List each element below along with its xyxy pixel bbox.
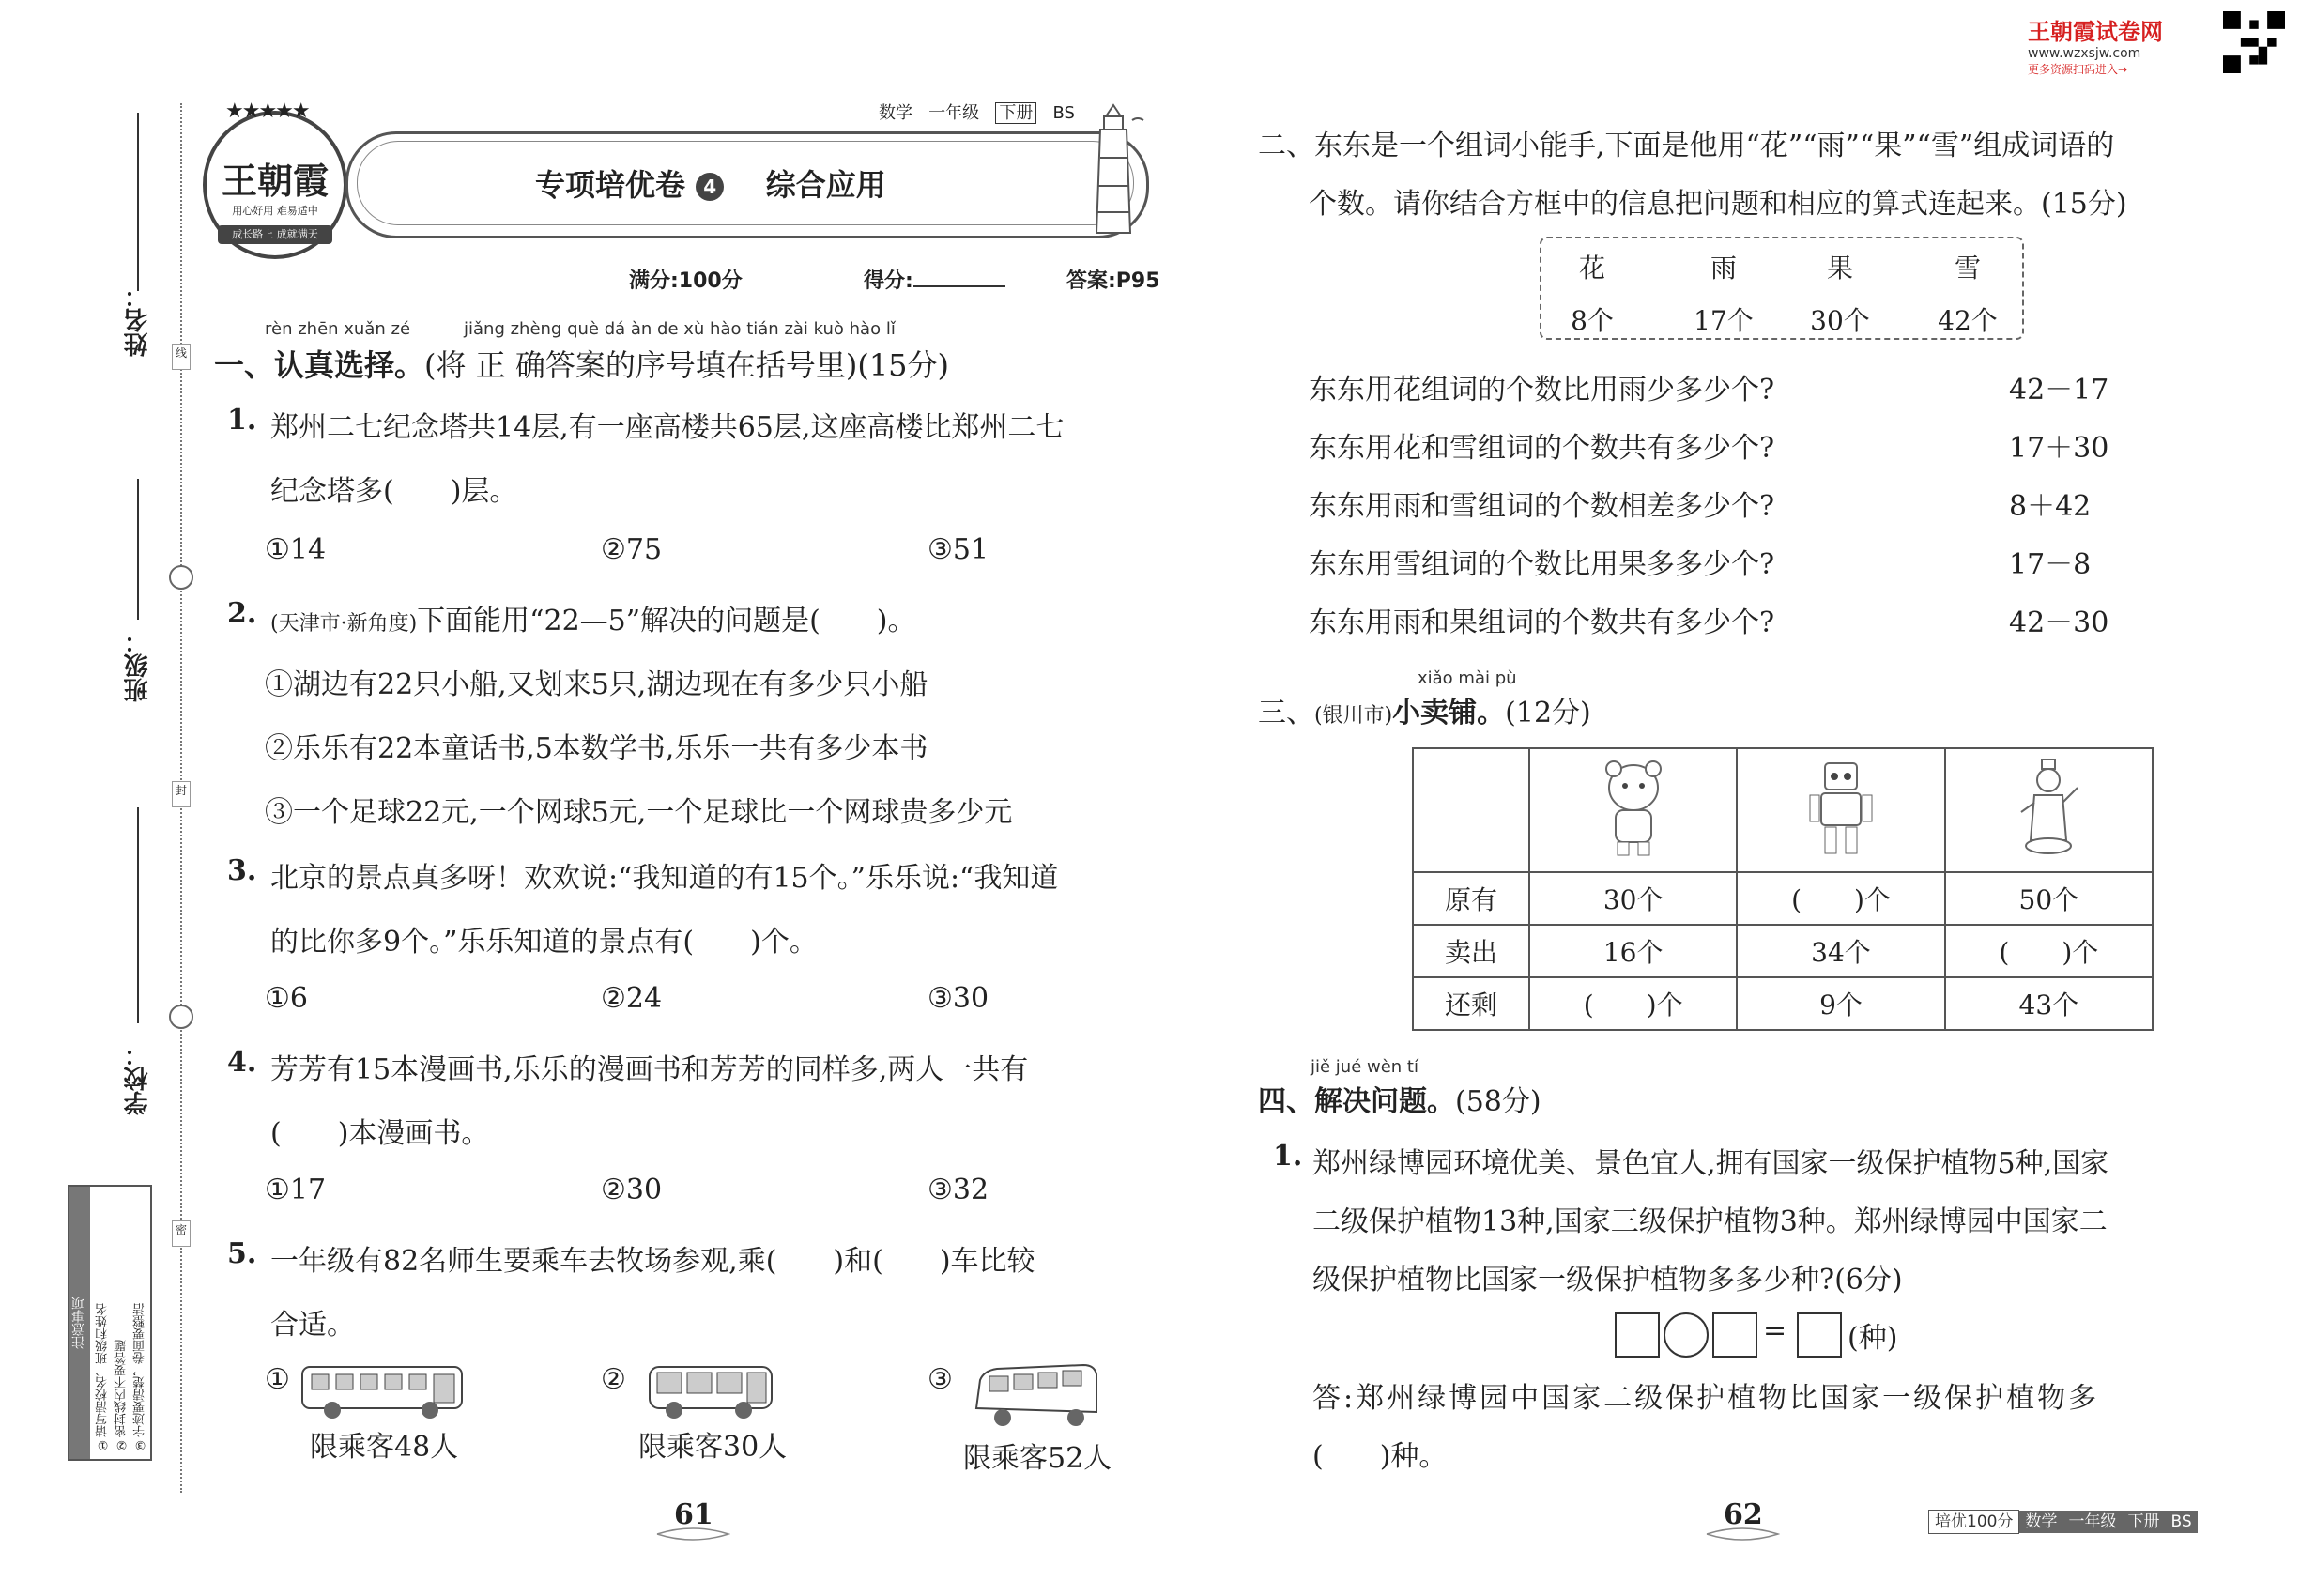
school-line — [137, 807, 139, 1023]
word-guo: 果 — [1826, 253, 1853, 284]
match-formula-2[interactable]: 17＋30 — [2009, 432, 2109, 465]
footer-series: 培优100分 — [1928, 1510, 2019, 1534]
q1-line-2: 纪念塔多( )层。 — [270, 475, 518, 508]
s2-line-1: 二、东东是一个组词小能手,下面是他用“花”“雨”“果”“雪”组成词语的 — [1258, 130, 2115, 162]
brand-logo — [203, 100, 347, 259]
section-3-heading — [1258, 689, 1591, 730]
s1-title: 一、认真选择。 — [214, 347, 425, 383]
meta-edition: BS — [1052, 103, 1075, 123]
equation-box-2[interactable] — [1712, 1312, 1757, 1358]
s3-pinyin: xiǎo mài pù — [1418, 668, 1517, 688]
match-formula-4[interactable]: 17－8 — [2009, 548, 2092, 581]
q1-number: 1. — [227, 404, 257, 437]
name-label: 姓名： — [124, 284, 152, 357]
q2-stem-text: 下面能用“22—5”解决的问题是( )。 — [417, 605, 916, 637]
cell-sold-3[interactable]: ( )个 — [1945, 925, 2153, 977]
bus-option-3-label: 限乘客52人 — [963, 1442, 1112, 1475]
logo-slogan: 用心好用 难易适中 — [232, 205, 318, 217]
notice-title: 注意事项 — [69, 1187, 90, 1459]
match-question-5[interactable]: 东东用雨和果组词的个数共有多少个? — [1309, 606, 1775, 639]
count-guo: 30个 — [1810, 305, 1870, 336]
s4-q1-line-3: 级保护植物比国家一级保护植物多多少种?(6分) — [1312, 1264, 1903, 1297]
header-meta — [879, 100, 1075, 124]
toy-tiger-cell — [1529, 748, 1737, 872]
equation-box-1[interactable] — [1615, 1312, 1660, 1358]
q1-option-1[interactable]: ①14 — [265, 533, 327, 566]
word-hua: 花 — [1578, 253, 1605, 284]
seal-mark-xian: 线 — [172, 344, 191, 370]
section-1-heading — [214, 342, 949, 385]
qr-code-icon — [2223, 11, 2285, 73]
s2-line-2: 个数。请你结合方框中的信息把问题和相应的算式连起来。(15分) — [1309, 188, 2127, 221]
title-number: 4 — [696, 173, 724, 201]
s1-pinyin-a: rèn zhēn xuǎn zé — [265, 319, 411, 339]
answer-line-2[interactable]: ( )种。 — [1312, 1440, 1448, 1473]
cell-left-2: 9个 — [1737, 977, 1944, 1030]
notice-line-2: ②密封线内不要答题 — [115, 1340, 129, 1451]
cell-left-3: 43个 — [1945, 977, 2153, 1030]
s3-tag: (银川市) — [1314, 704, 1393, 728]
s4-score: (58分) — [1455, 1085, 1541, 1118]
count-yu: 17个 — [1694, 305, 1754, 336]
q3-option-3[interactable]: ③30 — [928, 982, 989, 1015]
toy-robot-icon — [1799, 756, 1883, 859]
binding-hole-2 — [169, 1005, 193, 1029]
notice-box — [68, 1185, 152, 1461]
s1-pinyin-b: jiǎng zhèng què dá àn de xù hào tián zài kuò hào lǐ — [464, 319, 896, 339]
bus-option-2-label: 限乘客30人 — [638, 1431, 788, 1464]
answer-line-1: 答:郑州绿博园中国家二级保护植物比国家一级保护植物多 — [1312, 1382, 2100, 1415]
match-formula-1[interactable]: 42－17 — [2009, 374, 2109, 407]
match-formula-5[interactable]: 42－30 — [2009, 606, 2109, 639]
cell-original-2[interactable]: ( )个 — [1737, 872, 1944, 925]
bus-option-1-number[interactable]: ① — [265, 1363, 290, 1396]
seal-mark-mi: 密 — [172, 1220, 191, 1247]
q2-tag: (天津市·新角度) — [270, 612, 418, 636]
footer-badge — [1928, 1510, 2198, 1532]
bus-icon-3 — [971, 1361, 1102, 1433]
name-line — [137, 113, 139, 291]
q4-number: 4. — [227, 1046, 257, 1079]
full-score: 满分:100分 — [629, 269, 743, 293]
bus-icon-1 — [299, 1361, 468, 1421]
s4-q1-line-1: 郑州绿博园环境优美、景色宜人,拥有国家一级保护植物5种,国家 — [1312, 1147, 2109, 1180]
s4-q1-line-2: 二级保护植物13种,国家三级保护植物3种。郑州绿博园中国家二 — [1312, 1205, 2108, 1238]
watermark-url: www.wzxsjw.com — [2028, 46, 2141, 61]
equation-unit: (种) — [1848, 1322, 1898, 1355]
operator-circle[interactable] — [1664, 1312, 1709, 1358]
q2-option-3[interactable]: ③一个足球22元,一个网球5元,一个足球比一个网球贵多少元 — [265, 796, 1013, 829]
bus-option-2-number[interactable]: ② — [601, 1363, 626, 1396]
s4-q1-number: 1. — [1273, 1140, 1303, 1173]
class-label: 班级： — [124, 629, 152, 702]
watermark-brand: 王朝霞试卷网 — [2028, 19, 2163, 45]
q4-option-1[interactable]: ①17 — [265, 1174, 327, 1206]
q4-option-2[interactable]: ②30 — [601, 1174, 663, 1206]
footer-subject: 数学 — [2019, 1511, 2062, 1533]
row-label-original: 原有 — [1413, 872, 1529, 925]
page-title — [535, 161, 886, 205]
page-number-left: 61 — [674, 1498, 713, 1531]
meta-subject: 数学 — [879, 103, 912, 123]
meta-grade: 一年级 — [928, 103, 980, 123]
q3-number: 3. — [227, 854, 257, 887]
s3-prefix: 三、 — [1258, 697, 1314, 729]
match-question-1[interactable]: 东东用花组词的个数比用雨少多少个? — [1309, 374, 1775, 407]
seal-mark-feng: 封 — [172, 781, 191, 807]
answer-reference: 答案:P95 — [1066, 269, 1160, 293]
q5-number: 5. — [227, 1237, 257, 1270]
lighthouse-icon — [1076, 101, 1151, 242]
toy-robot-cell — [1737, 748, 1944, 872]
q2-option-2[interactable]: ②乐乐有22本童话书,5本数学书,乐乐一共有多少本书 — [265, 732, 928, 765]
cell-original-3: 50个 — [1945, 872, 2153, 925]
q4-line-1: 芳芳有15本漫画书,乐乐的漫画书和芳芳的同样多,两人一共有 — [270, 1053, 1029, 1086]
q5-line-2: 合适。 — [270, 1309, 355, 1342]
shop-table — [1412, 747, 2154, 1031]
s3-title: 小卖铺。 — [1392, 697, 1506, 729]
match-question-3[interactable]: 东东用雨和雪组词的个数相差多少个? — [1309, 490, 1775, 523]
notice-line-3: ③字迹要清楚，卷面要整洁 — [133, 1303, 147, 1451]
s4-title: 四、解决问题。 — [1258, 1085, 1455, 1118]
cell-original-1: 30个 — [1529, 872, 1737, 925]
row-label-sold: 卖出 — [1413, 925, 1529, 977]
word-xue: 雪 — [1954, 253, 1981, 284]
footer-grade: 一年级 — [2062, 1511, 2122, 1533]
count-hua: 8个 — [1571, 305, 1614, 336]
binding-hole-1 — [169, 565, 193, 590]
q4-option-3[interactable]: ③32 — [928, 1174, 989, 1206]
q2-stem — [270, 597, 916, 638]
equals-sign: = — [1763, 1314, 1787, 1347]
bus-icon-2 — [646, 1361, 777, 1421]
title-prefix: 专项培优卷 — [535, 167, 686, 203]
page-ornament-left — [655, 1527, 730, 1542]
cell-sold-1: 16个 — [1529, 925, 1737, 977]
s1-desc: (将 正 确答案的序号填在括号里)(15分) — [424, 347, 950, 383]
page-number-right: 62 — [1724, 1498, 1763, 1531]
s4-pinyin: jiě jué wèn tí — [1311, 1057, 1418, 1077]
match-formula-3[interactable]: 8＋42 — [2009, 490, 2092, 523]
count-xue: 42个 — [1938, 305, 1998, 336]
q3-line-1: 北京的景点真多呀！欢欢说:“我知道的有15个。”乐乐说:“我知道 — [270, 862, 1059, 895]
footer-volume: 下册 — [2122, 1511, 2165, 1533]
school-label: 学校： — [124, 1042, 152, 1115]
s3-score: (12分) — [1505, 697, 1591, 729]
q2-number: 2. — [227, 597, 257, 630]
cell-left-1[interactable]: ( )个 — [1529, 977, 1737, 1030]
q3-option-1[interactable]: ①6 — [265, 982, 308, 1015]
shop-corner-cell — [1413, 748, 1529, 872]
q5-line-1: 一年级有82名师生要乘车去牧场参观,乘( )和( )车比较 — [270, 1245, 1035, 1278]
q1-option-3[interactable]: ③51 — [928, 533, 989, 566]
word-yu: 雨 — [1710, 253, 1737, 284]
class-line — [137, 479, 139, 620]
toy-tiger-icon — [1591, 756, 1676, 859]
meta-volume: 下册 — [995, 102, 1036, 124]
match-question-2[interactable]: 东东用花和雪组词的个数共有多少个? — [1309, 432, 1775, 465]
logo-name: 王朝霞 — [221, 160, 329, 202]
score-label: 得分: — [864, 269, 913, 293]
watermark-tip: 更多资源扫码进入→ — [2028, 63, 2128, 76]
q1-option-2[interactable]: ②75 — [601, 533, 663, 566]
row-label-left: 还剩 — [1413, 977, 1529, 1030]
q2-option-1[interactable]: ①湖边有22只小船,又划来5只,湖边现在有多少只小船 — [265, 668, 928, 701]
bus-option-1-label: 限乘客48人 — [310, 1431, 459, 1464]
stars-icon: ★★★★★ — [225, 100, 309, 123]
toy-rocket-cell — [1945, 748, 2153, 872]
section-4-heading — [1258, 1078, 1541, 1119]
title-name: 综合应用 — [765, 167, 886, 203]
cell-sold-2: 34个 — [1737, 925, 1944, 977]
q4-line-2: ( )本漫画书。 — [270, 1117, 490, 1150]
q3-line-2: 的比你多9个。”乐乐知道的景点有( )个。 — [270, 926, 818, 959]
equation-result-box[interactable] — [1797, 1312, 1842, 1358]
score-field[interactable] — [864, 265, 1005, 294]
q1-line-1: 郑州二七纪念塔共14层,有一座高楼共65层,这座高楼比郑州二七 — [270, 411, 1065, 444]
watermark — [2028, 13, 2225, 77]
bus-option-3-number[interactable]: ③ — [928, 1363, 953, 1396]
logo-ribbon: 成长路上 成就满天 — [218, 225, 332, 244]
match-question-4[interactable]: 东东用雪组词的个数比用果多多少个? — [1309, 548, 1775, 581]
notice-line-1: ①请写清校名、班级和姓名 — [96, 1303, 110, 1451]
footer-edition: BS — [2165, 1511, 2197, 1533]
q3-option-2[interactable]: ②24 — [601, 982, 663, 1015]
toy-figure-icon — [2006, 756, 2091, 859]
page-ornament-right — [1705, 1527, 1780, 1542]
